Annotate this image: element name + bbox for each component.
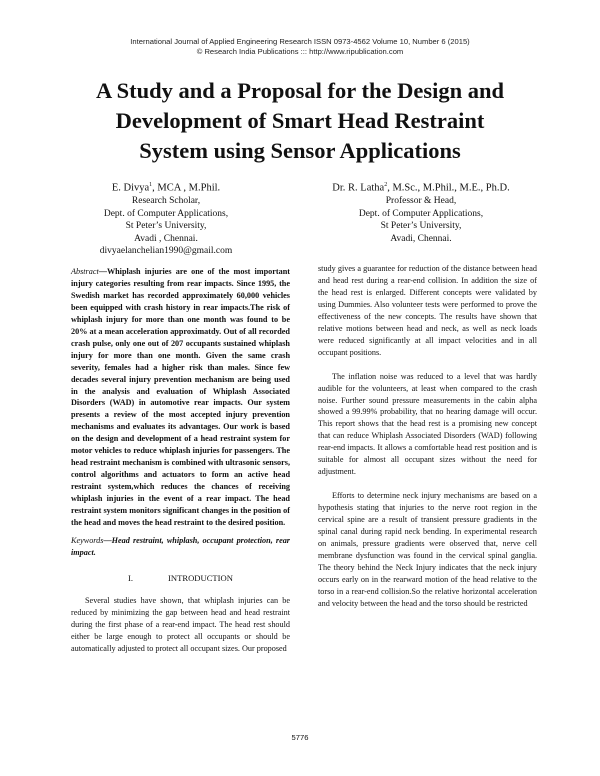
body-paragraph: study gives a guarantee for reduction of the distance between head and head rest during a rear-end collision. In addition the size of the head rest is enlarged. Different concepts were validated by using Dummies. Also volunteer tests were performed to prove the effectiveness of the new concepts. The results have shown that relative motions between head and neck, as well as neck loads were reduced significantly at all impact velocities and in all occupant positions.	[318, 264, 537, 357]
section-title: INTRODUCTION	[168, 572, 233, 583]
page-number: 5776	[291, 733, 309, 742]
author-department: Dept. of Computer Applications,	[358, 208, 484, 219]
author-location: Avadi , Chennai.	[134, 233, 198, 244]
title-line-3: System using Sensor Applications	[139, 138, 461, 163]
author-name: Dr. R. Latha	[332, 182, 385, 194]
author-role: Research Scholar,	[131, 196, 201, 206]
keywords-label: Keywords	[71, 535, 104, 545]
author-email[interactable]: divyaelanchelian1990@gmail.com	[99, 246, 233, 256]
abstract-text: —Whiplash injuries are one of the most important injury categories resulting from rear impacts. Since 1995, the Swedish market has recorded approximately 60,000 vehicles been equipped with crash history in rear impacts.The risk of whiplash injury for more than one month was found to be 20% at a mean acceleration approximatdy. Out of all recorded crash pulse, only one out of 207 occupants sustained whiplash injury for more than one month. Given the same crash severity, females had a higher risk than males. Since few decades several injury prevention mechanism are being used in the analysis and evaluation of Whiplash Associated Disorders (WAD) in automotive rear impacts. Our system presents a review of the most accepted injury prevention mechanisms and evaluates its advantages. Our work is based on the design and development of a head restraint system for motor vehicles to reduce whiplash injuries for passengers. The head restraint mechanism is combined with ultrasonic sensors, control algorithms and actuators to form an active head restraint system,which reduces the chances of receiving whiplash injuries in the event of a rear impact. The head restraint system monitors significant changes in the position of the head and moves the head restraint to the desired position.	[71, 267, 290, 528]
title-line-1: A Study and a Proposal for the Design and	[95, 78, 504, 103]
journal-header	[0, 37, 600, 56]
author-affiliation-mark: 1	[149, 182, 153, 188]
keywords-text: —Head restraint, whiplash, occupant protection, rear impact.	[71, 535, 290, 557]
author-degrees: , M.Sc., M.Phil., M.E., Ph.D.	[387, 182, 510, 194]
author-block-2	[301, 179, 541, 245]
author-university: St Peter’s University,	[380, 221, 462, 231]
paper-title	[40, 76, 560, 166]
abstract	[71, 266, 290, 529]
section-heading	[71, 573, 290, 585]
left-column	[71, 266, 290, 655]
author-block-1	[46, 179, 286, 258]
body-paragraph: The inflation noise was reduced to a level that was hardly audible for the volunteers, at least when compared to the crash noise. Further sound pressure measurements in the cabin alpha showed a 99.99% probability, that no hearing damage will occur. This report shows that the head rest is a promising new concept that can reduce Whiplash Associated Disorders (WAD) following rear-end impacts. It allows a comfortable head rest position and is suitable for almost all occupant sizes without the need for adjustment.	[318, 371, 537, 477]
section-number: I.	[128, 572, 134, 583]
body-paragraph: Several studies have shown, that whiplash injuries can be reduced by minimizing the gap between head and head restraint during the first phase of a rear-end impact. The head rest should either be large enough to protect all occupants or should be automatically adjusted to protect all occupant sizes. Our proposed	[71, 595, 290, 653]
author-department: Dept. of Computer Applications,	[103, 208, 229, 219]
right-column	[318, 263, 537, 610]
author-name: E. Divya	[111, 182, 150, 194]
author-university: St Peter’s University,	[125, 221, 207, 231]
author-role: Professor & Head,	[385, 196, 457, 206]
journal-citation: International Journal of Applied Engineering Research ISSN 0973-4562 Volume 10, Number 6 (2015)	[130, 37, 470, 46]
author-affiliation-mark: 2	[384, 182, 388, 188]
author-degrees: , MCA , M.Phil.	[152, 182, 221, 194]
keywords	[71, 535, 290, 559]
abstract-label: Abstract	[71, 267, 99, 276]
publisher-line: © Research India Publications ::: http://www.ripublication.com	[196, 46, 404, 56]
author-location: Avadi, Chennai.	[390, 233, 452, 244]
author-name-line	[46, 179, 286, 195]
author-name-line	[301, 179, 541, 195]
body-paragraph: Efforts to determine neck injury mechanisms are based on a hypothesis stating that injuries to the nerve root region in the cervical spine are a result of transient pressure gradients in the spinal canal during rapid neck bending. In experimental research on animals, pressure gradients were observed that, nerve cell membrane dysfunction was found in the cervical spinal ganglia. The theory behind the Neck Injury indicates that the neck injury occurs early on in the rearward motion of the head relative to the torso in a rear-end collision.So the relative horizontal acceleration and velocity between the head and the torso should be restricted	[318, 491, 537, 608]
title-line-2: Development of Smart Head Restraint	[115, 108, 485, 133]
